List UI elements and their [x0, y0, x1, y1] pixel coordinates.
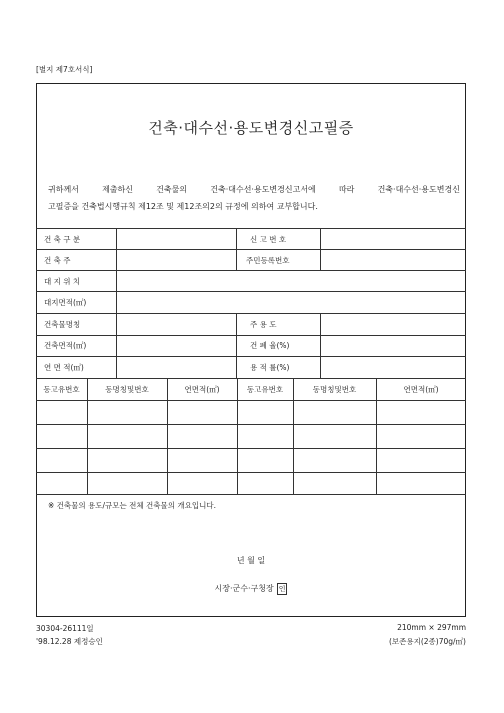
column-divider — [116, 228, 117, 378]
intro-line-1 — [48, 184, 460, 195]
intro-word: 건축·대수선·용도변경신 — [377, 185, 460, 194]
row-divider — [36, 494, 466, 495]
label-report-number: 신 고 번 호 — [250, 235, 287, 244]
intro-word: 제출하신 — [102, 185, 133, 194]
issuer — [36, 583, 466, 595]
column-divider — [320, 228, 321, 249]
table-header: 동명칭및번호 — [312, 385, 357, 394]
row-divider — [36, 356, 466, 357]
intro-line-2: 고필증을 건축법시행규칙 제12조 및 제12조의2의 규정에 의하여 교부합니다. — [48, 202, 318, 211]
label-usage: 주 용 도 — [250, 320, 277, 329]
label-site-area: 대지면적(㎡) — [44, 298, 87, 307]
row-divider — [36, 291, 466, 292]
note: ※ 건축물의 용도/규모는 전체 건축물의 개요입니다. — [48, 501, 217, 510]
column-divider — [167, 378, 168, 494]
approval-note: '98.12.28 제정승인 — [36, 637, 103, 646]
paper-type: (보존용지(2종)70g/㎡) — [388, 637, 466, 646]
paper-size: 210mm × 297mm — [397, 623, 466, 632]
label-building-name: 건축물명칭 — [44, 320, 81, 329]
row-divider — [36, 228, 466, 229]
label-coverage-ratio: 건 폐 율(%) — [250, 341, 290, 350]
column-divider — [320, 249, 321, 270]
intro-word: 건축·대수선·용도변경신고서에 — [210, 185, 316, 194]
column-divider — [237, 378, 238, 494]
intro-word: 건축물의 — [156, 185, 188, 194]
issuer-title: 시장·군수·구청장 — [214, 584, 274, 593]
column-divider — [376, 378, 377, 494]
column-divider — [320, 313, 321, 378]
table-header: 동고유번호 — [43, 385, 80, 394]
intro-word: 따라 — [338, 185, 355, 194]
row-divider — [36, 424, 466, 425]
row-divider — [36, 400, 466, 401]
label-building-type: 건 축 구 분 — [44, 235, 81, 244]
table-header: 연면적(㎡) — [184, 385, 220, 394]
label-total-floor-area: 연 면 적(㎡) — [44, 363, 84, 372]
label-floor-area-ratio: 용 적 률(%) — [250, 363, 290, 372]
row-divider — [36, 313, 466, 314]
column-divider — [236, 313, 237, 378]
column-divider — [87, 378, 88, 494]
row-divider — [36, 335, 466, 336]
row-divider — [36, 249, 466, 250]
seal-mark: 인 — [278, 585, 286, 593]
table-header: 동고유번호 — [246, 385, 284, 394]
column-divider — [236, 249, 237, 270]
row-divider — [36, 378, 466, 379]
row-divider — [36, 270, 466, 271]
label-location: 대 지 위 치 — [44, 277, 81, 286]
intro-word: 귀하께서 — [48, 185, 79, 194]
document-title: 건축·대수선·용도변경신고필증 — [148, 119, 354, 137]
table-header: 연면적(㎡) — [403, 385, 439, 394]
column-divider — [236, 228, 237, 249]
form-label: [별지 제7호서식] — [36, 65, 93, 74]
table-header: 동명칭및번호 — [105, 385, 149, 394]
form-code: 30304-26111일 — [36, 624, 94, 633]
row-divider — [36, 472, 466, 473]
label-building-area: 건축면적(㎡) — [44, 341, 87, 350]
label-resident-number: 주민등록번호 — [246, 256, 290, 265]
issue-date: 년 월 일 — [236, 556, 266, 565]
column-divider — [293, 378, 294, 494]
label-owner: 건 축 주 — [44, 256, 71, 265]
row-divider — [36, 448, 466, 449]
